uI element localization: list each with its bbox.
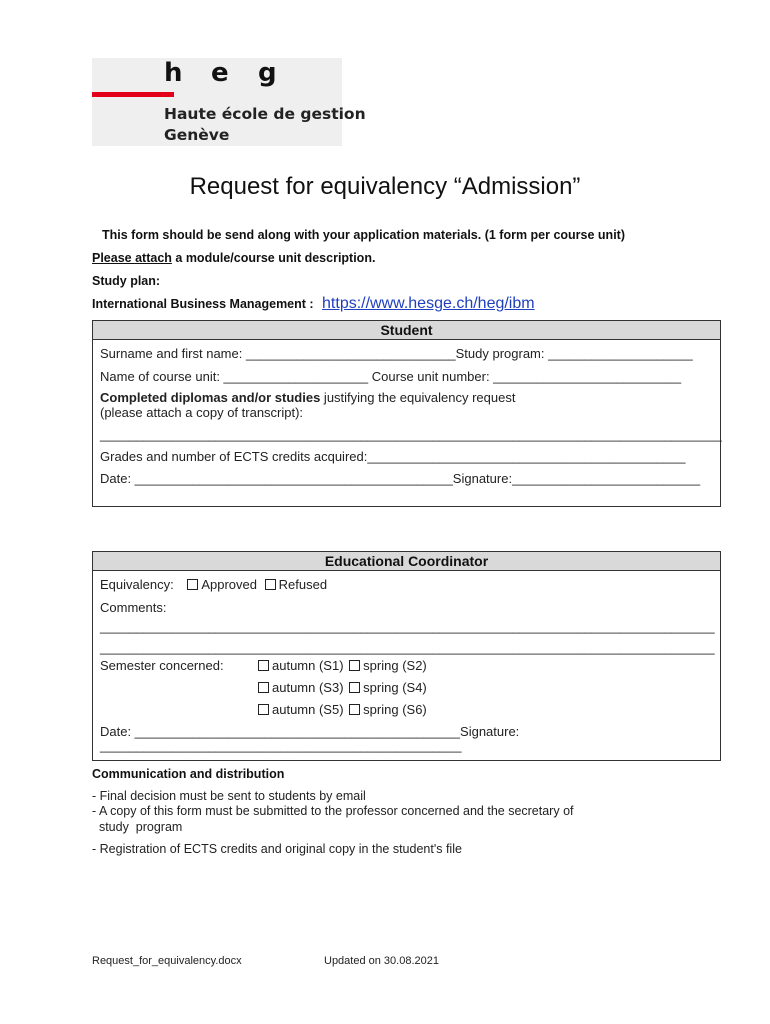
semester-option-label: spring (S2) <box>363 658 427 673</box>
semester-option[interactable] <box>256 702 344 717</box>
attach-rest: a module/course unit description. <box>171 251 376 265</box>
logo-letters <box>164 58 305 88</box>
grades-row[interactable]: Grades and number of ECTS credits acquired:____________________________________________ <box>100 449 686 464</box>
semester-option[interactable] <box>256 658 344 673</box>
refused-option[interactable] <box>263 577 327 592</box>
heg-logo <box>92 58 366 146</box>
semester-checkbox[interactable] <box>258 704 269 715</box>
coordinator-date-signature-row[interactable]: Date: _____________________________________________Signature: <box>100 724 520 739</box>
intro-text: This form should be send along with your application materials. (1 form per course unit) <box>102 228 625 242</box>
page-title: Request for equivalency “Admission” <box>189 173 581 200</box>
refused-label: Refused <box>278 577 328 592</box>
ibm-link[interactable]: https://www.hesge.ch/heg/ibm <box>322 295 535 312</box>
footer-updated: Updated on 30.08.2021 <box>324 955 439 967</box>
semester-option-label: spring (S6) <box>363 702 427 717</box>
coordinator-section <box>92 551 721 761</box>
semester-checkbox[interactable] <box>258 682 269 693</box>
semester-checkbox[interactable] <box>349 682 360 693</box>
logo-name-line2: Genève <box>164 126 230 144</box>
student-section <box>92 320 721 507</box>
logo-letter-h: h <box>164 58 183 88</box>
semester-row-3 <box>256 702 427 717</box>
coordinator-signature-line[interactable]: __________________________________________________ <box>100 738 462 753</box>
semester-label: Semester concerned: <box>100 658 224 673</box>
semester-option[interactable] <box>347 680 427 695</box>
semester-option-label: autumn (S1) <box>272 658 344 673</box>
semester-option[interactable] <box>347 702 427 717</box>
semester-option-label: autumn (S5) <box>272 702 344 717</box>
semester-option[interactable] <box>347 658 427 673</box>
refused-checkbox[interactable] <box>265 579 276 590</box>
approved-option[interactable] <box>185 577 257 592</box>
semester-option-label: autumn (S3) <box>272 680 344 695</box>
diplomas-rest: justifying the equivalency request <box>320 390 516 405</box>
comment-line-2[interactable]: _____________________________________________________________________________________ <box>100 640 715 655</box>
logo-letter-e: e <box>211 58 229 88</box>
communication-title: Communication and distribution <box>92 767 285 781</box>
study-plan-label: Study plan: <box>92 274 161 288</box>
approved-label: Approved <box>201 577 257 592</box>
semester-option[interactable] <box>256 680 344 695</box>
diplomas-bold: Completed diplomas and/or studies <box>100 390 321 405</box>
coordinator-heading: Educational Coordinator <box>93 552 720 571</box>
diplomas-blank-line[interactable]: ______________________________________________________________________________________ <box>100 427 722 442</box>
course-unit-row[interactable]: Name of course unit: ____________________ Course unit number: __________________________ <box>100 369 682 384</box>
communication-item: study program <box>92 820 183 834</box>
logo-name-line1: Haute école de gestion <box>164 105 366 123</box>
ibm-line <box>92 295 535 313</box>
comments-label: Comments: <box>100 600 167 615</box>
student-date-signature-row[interactable]: Date: ____________________________________________Signature:__________________________ <box>100 471 701 486</box>
semester-row-1 <box>256 658 427 673</box>
equivalency-row <box>100 577 327 592</box>
communication-item: - A copy of this form must be submitted to the professor concerned and the secretary of <box>92 804 574 818</box>
ibm-label: International Business Management : <box>92 297 314 311</box>
attach-note <box>92 251 375 265</box>
comment-line-1[interactable]: _____________________________________________________________________________________ <box>100 619 715 634</box>
logo-letter-g: g <box>258 58 277 88</box>
footer-filename: Request_for_equivalency.docx <box>92 955 242 967</box>
equivalency-label: Equivalency: <box>100 577 174 592</box>
attach-underlined: Please attach <box>92 251 172 265</box>
communication-item: - Final decision must be sent to students by email <box>92 789 366 803</box>
student-heading: Student <box>93 321 720 340</box>
semester-checkbox[interactable] <box>258 660 269 671</box>
semester-checkbox[interactable] <box>349 704 360 715</box>
student-name-program-row[interactable]: Surname and first name: _____________________________Study program: ____________________ <box>100 346 693 361</box>
communication-item: - Registration of ECTS credits and original copy in the student's file <box>92 842 462 856</box>
logo-red-bar <box>92 92 174 97</box>
semester-row-2 <box>256 680 427 695</box>
diplomas-note: (please attach a copy of transcript): <box>100 405 304 420</box>
semester-option-label: spring (S4) <box>363 680 427 695</box>
diplomas-row <box>100 390 515 405</box>
semester-checkbox[interactable] <box>349 660 360 671</box>
approved-checkbox[interactable] <box>187 579 198 590</box>
